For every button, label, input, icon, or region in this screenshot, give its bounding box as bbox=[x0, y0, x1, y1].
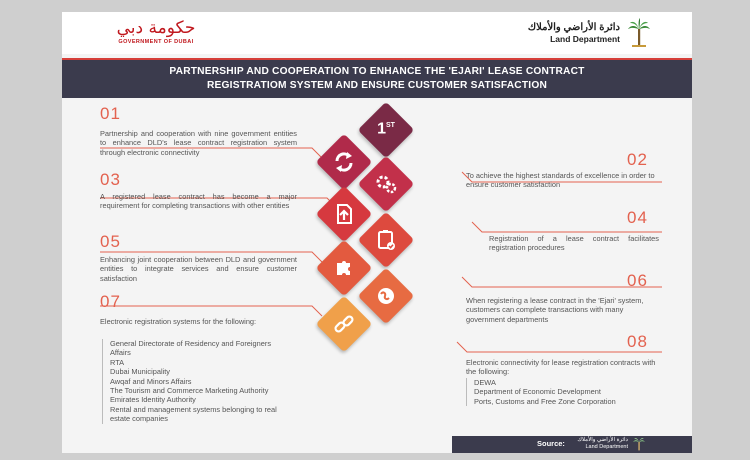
list-item: Dubai Municipality bbox=[110, 367, 170, 377]
item-03-number: 03 bbox=[100, 170, 121, 189]
document-arrow-icon bbox=[329, 199, 359, 229]
first-place-icon: 1ST bbox=[377, 120, 395, 138]
item-08-list bbox=[466, 378, 664, 406]
item-07-text: Electronic registration systems for the following: bbox=[100, 317, 257, 326]
item-03-text: A registered lease contract has become a major requirement for completing transactions with other entities bbox=[100, 192, 297, 211]
item-05-text: Enhancing joint cooperation between DLD and government entities to integrate services and ensure customer satisfaction bbox=[100, 255, 297, 283]
infographic-card bbox=[62, 12, 692, 453]
puzzle-icon bbox=[329, 253, 359, 283]
list-item: RTA bbox=[110, 357, 125, 367]
list-item: Emirates Identity Authority bbox=[110, 395, 196, 405]
item-08-number: 08 bbox=[627, 332, 648, 351]
item-08-text: Electronic connectivity for lease registration contracts with the following: bbox=[466, 358, 656, 377]
list-item: Awqaf and Minors Affairs bbox=[110, 376, 192, 386]
item-05-number: 05 bbox=[100, 232, 121, 251]
item-07-number: 07 bbox=[100, 292, 121, 311]
list-item: DEWA bbox=[474, 378, 496, 387]
source-label: Source: bbox=[537, 439, 565, 448]
list-item: The Tourism and Commerce Marketing Authority bbox=[110, 386, 269, 396]
list-item: Ports, Customs and Free Zone Corporation bbox=[474, 396, 616, 406]
government-of-dubai-logo: حكومة دبي GOVERNMENT OF DUBAI bbox=[116, 18, 196, 45]
item-04-number: 04 bbox=[627, 208, 648, 227]
refresh-arrows-icon bbox=[329, 147, 359, 177]
gears-icon bbox=[371, 169, 401, 199]
list-item: Rental and management systems belonging to real estate companies bbox=[110, 404, 277, 424]
item-04-text: Registration of a lease contract facilitates registration procedures bbox=[489, 234, 659, 253]
clipboard-check-icon bbox=[371, 225, 401, 255]
page-title: PARTNERSHIP AND COOPERATION TO ENHANCE THE 'EJARI' LEASE CONTRACT REGISTRATIOM SYSTEM AND ENSURE CUSTOMER SATISFACTION bbox=[169, 66, 585, 91]
list-item: General Directorate of Residency and Foreigners Affairs bbox=[110, 339, 272, 358]
item-02-number: 02 bbox=[627, 150, 648, 169]
source-logo-text: دائرة الأراضي والأملاك Land Department bbox=[577, 437, 628, 450]
item-06-text: When registering a lease contract in the 'Ejari' system, customers can complete transactions with many government departments bbox=[466, 296, 644, 324]
globe-icon bbox=[371, 281, 401, 311]
land-department-logo: دائرة الأراضي والأملاك Land Department bbox=[528, 18, 652, 48]
chain-link-icon bbox=[329, 309, 359, 339]
source-footer bbox=[452, 436, 692, 453]
item-07-list bbox=[102, 339, 288, 424]
source-palm-icon bbox=[632, 436, 646, 452]
item-01-number: 01 bbox=[100, 104, 121, 123]
item-01-text: Partnership and cooperation with nine government entities to enhance DLD's lease contract registration system through electronic connectivity bbox=[100, 129, 297, 157]
item-06-number: 06 bbox=[627, 271, 648, 290]
list-item: Department of Economic Development bbox=[474, 387, 601, 397]
item-02-text: To achieve the highest standards of excellence in order to ensure customer satisfaction bbox=[466, 171, 655, 190]
